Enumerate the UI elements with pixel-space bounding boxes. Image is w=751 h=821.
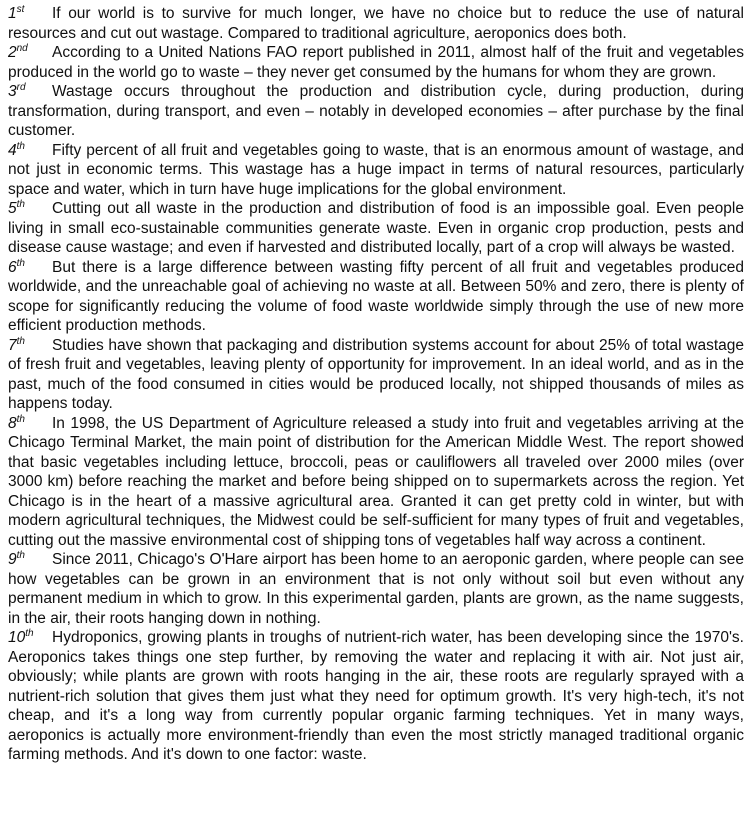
paragraph-1-text: If our world is to survive for much longer, we have no choice but to reduce the use of natural resources and cut out wastage. Compared to traditional agriculture, aeroponics does both. (8, 5, 744, 42)
ordinal-number: 4 (8, 141, 17, 159)
paragraph-2-text: According to a United Nations FAO report published in 2011, almost half of the fruit and vegetables produced in the world go to waste – they never get consumed by the humans for whom they are grown. (8, 44, 744, 81)
paragraph-10-ordinal (8, 628, 52, 648)
paragraph-6 (8, 258, 744, 336)
ordinal-suffix: rd (16, 81, 26, 93)
ordinal-number: 1 (8, 5, 17, 22)
paragraph-6-ordinal (8, 258, 52, 278)
ordinal-suffix: th (16, 198, 25, 210)
paragraph-2-ordinal (8, 43, 52, 63)
paragraph-2 (8, 43, 744, 82)
paragraph-10 (8, 628, 744, 765)
ordinal-number: 6 (8, 258, 17, 276)
paragraph-9 (8, 550, 744, 628)
paragraph-4 (8, 141, 744, 200)
paragraph-8-text: In 1998, the US Department of Agriculture released a study into fruit and vegetables arriving at the Chicago Terminal Market, the main point of distribution for the American Middle West. The report showed that basic vegetables including lettuce, broccoli, peas or cauliflowers all traveled over 2000 miles (over 3000 km) before reaching the market and before being shipped on to supermarkets across the region. Yet Chicago is in the heart of a massive agricultural area. Granted it can get pretty cold in winter, but with modern agricultural techniques, the Midwest could be self-sufficient for many types of fruit and vegetables, cutting out the massive environmental cost of shipping tons of vegetables half way across a continent. (8, 414, 744, 549)
ordinal-number: 2 (8, 44, 17, 61)
paragraph-8-ordinal (8, 414, 52, 434)
paragraph-7-text: Studies have shown that packaging and distribution systems account for about 25% of total wastage of fresh fruit and vegetables, leaving plenty of opportunity for improvement. In an ideal world, and as in the past, much of the food consumed in cities would be produced locally, not shipped thousands of miles as happens today. (8, 336, 744, 412)
ordinal-number: 5 (8, 200, 17, 217)
paragraph-1-ordinal (8, 4, 52, 24)
paragraph-3-ordinal (8, 82, 52, 102)
ordinal-suffix: th (25, 627, 34, 639)
paragraph-10-text: Hydroponics, growing plants in troughs of nutrient-rich water, has been developing since the 1970's. Aeroponics takes things one step further, by removing the water and replacing it with air. Not just air, obviously; while plants are grown with roots hanging in the air, these roots are regularly sprayed with a nutrient-rich solution that gives them just what they need for optimum growth. It's very high-tech, it's not cheap, and it's a long way from currently popular organic farming techniques. Yet in many ways, aeroponics is actually more environment-friendly than even the most strictly managed traditional organic farming methods. And it's down to one factor: waste. (8, 629, 744, 763)
ordinal-suffix: th (16, 257, 25, 269)
ordinal-suffix: th (16, 549, 25, 561)
ordinal-suffix: th (16, 413, 25, 425)
ordinal-suffix: th (16, 335, 25, 347)
ordinal-number: 10 (8, 629, 26, 646)
paragraph-3 (8, 82, 744, 141)
paragraph-8 (8, 414, 744, 551)
ordinal-number: 8 (8, 414, 17, 432)
ordinal-suffix: th (16, 140, 25, 152)
ordinal-number: 3 (8, 83, 17, 100)
ordinal-number: 7 (8, 336, 17, 354)
ordinal-suffix: nd (16, 42, 28, 54)
paragraph-7-ordinal (8, 336, 52, 356)
paragraph-1 (8, 4, 744, 43)
ordinal-number: 9 (8, 551, 17, 568)
paragraph-9-text: Since 2011, Chicago's O'Hare airport has been home to an aeroponic garden, where people can see how vegetables can be grown in an environment that is not only without soil but even without any permanent medium in which to grow. In this experimental garden, plants are grown, as the name suggests, in the air, their roots hanging down in nothing. (8, 551, 744, 627)
paragraph-9-ordinal (8, 550, 52, 570)
paragraph-6-text: But there is a large difference between wasting fifty percent of all fruit and vegetables produced worldwide, and the unreachable goal of achieving no waste at all. Between 50% and zero, there is plenty of scope for significantly reducing the volume of food waste worldwide simply through the use of new more efficient production methods. (8, 258, 744, 334)
paragraph-5-ordinal (8, 199, 52, 219)
ordinal-suffix: st (16, 3, 25, 15)
paragraph-5 (8, 199, 744, 258)
paragraph-3-text: Wastage occurs throughout the production and distribution cycle, during production, during transformation, during transport, and even – notably in developed economies – after purchase by the final customer. (8, 83, 744, 139)
paragraph-4-text: Fifty percent of all fruit and vegetables going to waste, that is an enormous amount of wastage, and not just in economic terms. This wastage has a huge impact in terms of natural resources, particularly space and water, which in turn have huge implications for the global environment. (8, 141, 744, 198)
paragraph-5-text: Cutting out all waste in the production and distribution of food is an impossible goal. Even people living in small eco-sustainable communities generate waste. Even in organic crop production, pests and disease cause wastage; and even if harvested and distributed locally, part of a crop will always be wasted. (8, 200, 744, 256)
paragraph-4-ordinal (8, 141, 52, 161)
paragraph-7 (8, 336, 744, 414)
